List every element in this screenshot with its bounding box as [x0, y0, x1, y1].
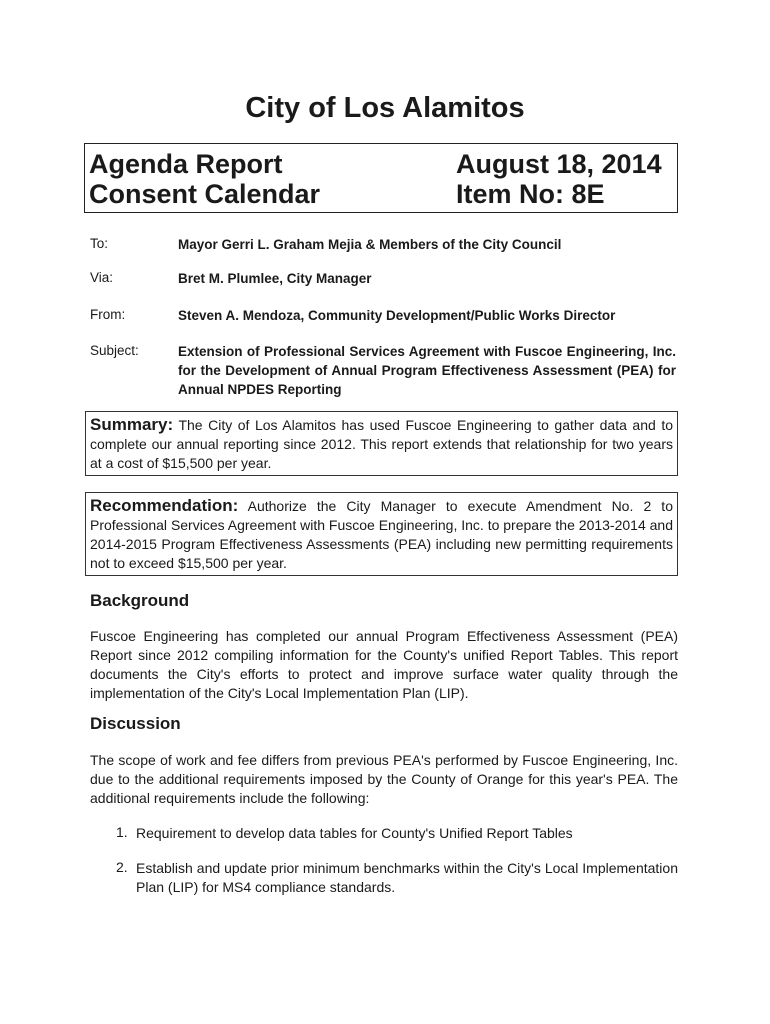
- to-value: Mayor Gerri L. Graham Mejia & Members of the City Council: [178, 237, 562, 252]
- list-item: Establish and update prior minimum benchmarks within the City's Local Implementation Plan (LIP) for MS4 compliance standards.: [136, 860, 678, 895]
- recommendation-label: Recommendation:: [90, 496, 239, 515]
- via-label: Via:: [90, 270, 114, 285]
- list-item-number: 2.: [116, 859, 128, 875]
- recommendation-box: [85, 492, 678, 576]
- list-item: Requirement to develop data tables for County's Unified Report Tables: [136, 825, 573, 841]
- summary-box: [85, 411, 678, 476]
- subject-label: Subject:: [90, 343, 139, 358]
- page-title: City of Los Alamitos: [245, 92, 525, 124]
- discussion-text: The scope of work and fee differs from previous PEA's performed by Fuscoe Engineering, Inc. due to the additional requirements imposed by the County of Orange for this year's PEA. The additional requirements include the following:: [90, 752, 678, 806]
- item-number: Item No: 8E: [456, 179, 605, 209]
- via-value: Bret M. Plumlee, City Manager: [178, 271, 372, 286]
- agenda-banner: [84, 143, 678, 213]
- consent-calendar-label: Consent Calendar: [89, 179, 321, 209]
- list-item-number: 1.: [116, 824, 128, 840]
- background-heading: Background: [90, 591, 190, 610]
- subject-value: Extension of Professional Services Agreement with Fuscoe Engineering, Inc. for the Development of Annual Program Effectiveness Assessment (PEA) for Annual NPDES Reporting: [178, 344, 676, 397]
- discussion-heading: Discussion: [90, 714, 181, 733]
- to-label: To:: [90, 236, 109, 251]
- from-label: From:: [90, 307, 126, 322]
- from-value: Steven A. Mendoza, Community Development/Public Works Director: [178, 308, 616, 323]
- background-text: Fuscoe Engineering has completed our annual Program Effectiveness Assessment (PEA) Report since 2012 compiling information for the County's unified Report Tables. This report documents the City's efforts to protect and improve surface water quality through the implementation of the City's Local Implementation Plan (LIP).: [90, 628, 678, 701]
- agenda-report-label: Agenda Report: [89, 149, 283, 179]
- summary-text: The City of Los Alamitos has used Fuscoe Engineering to gather data and to complete our annual reporting since 2012. This report extends that relationship for two years at a cost of $15,500 per year.: [90, 417, 674, 471]
- meeting-date: August 18, 2014: [456, 149, 662, 179]
- recommendation-text: Authorize the City Manager to execute Amendment No. 2 to Professional Services Agreement with Fuscoe Engineering, Inc. to prepare the 2013-2014 and 2014-2015 Program Effectiveness Assessments (PEA) including new permitting requirements not to exceed $15,500 per year.: [90, 498, 673, 571]
- summary-label: Summary:: [90, 415, 174, 434]
